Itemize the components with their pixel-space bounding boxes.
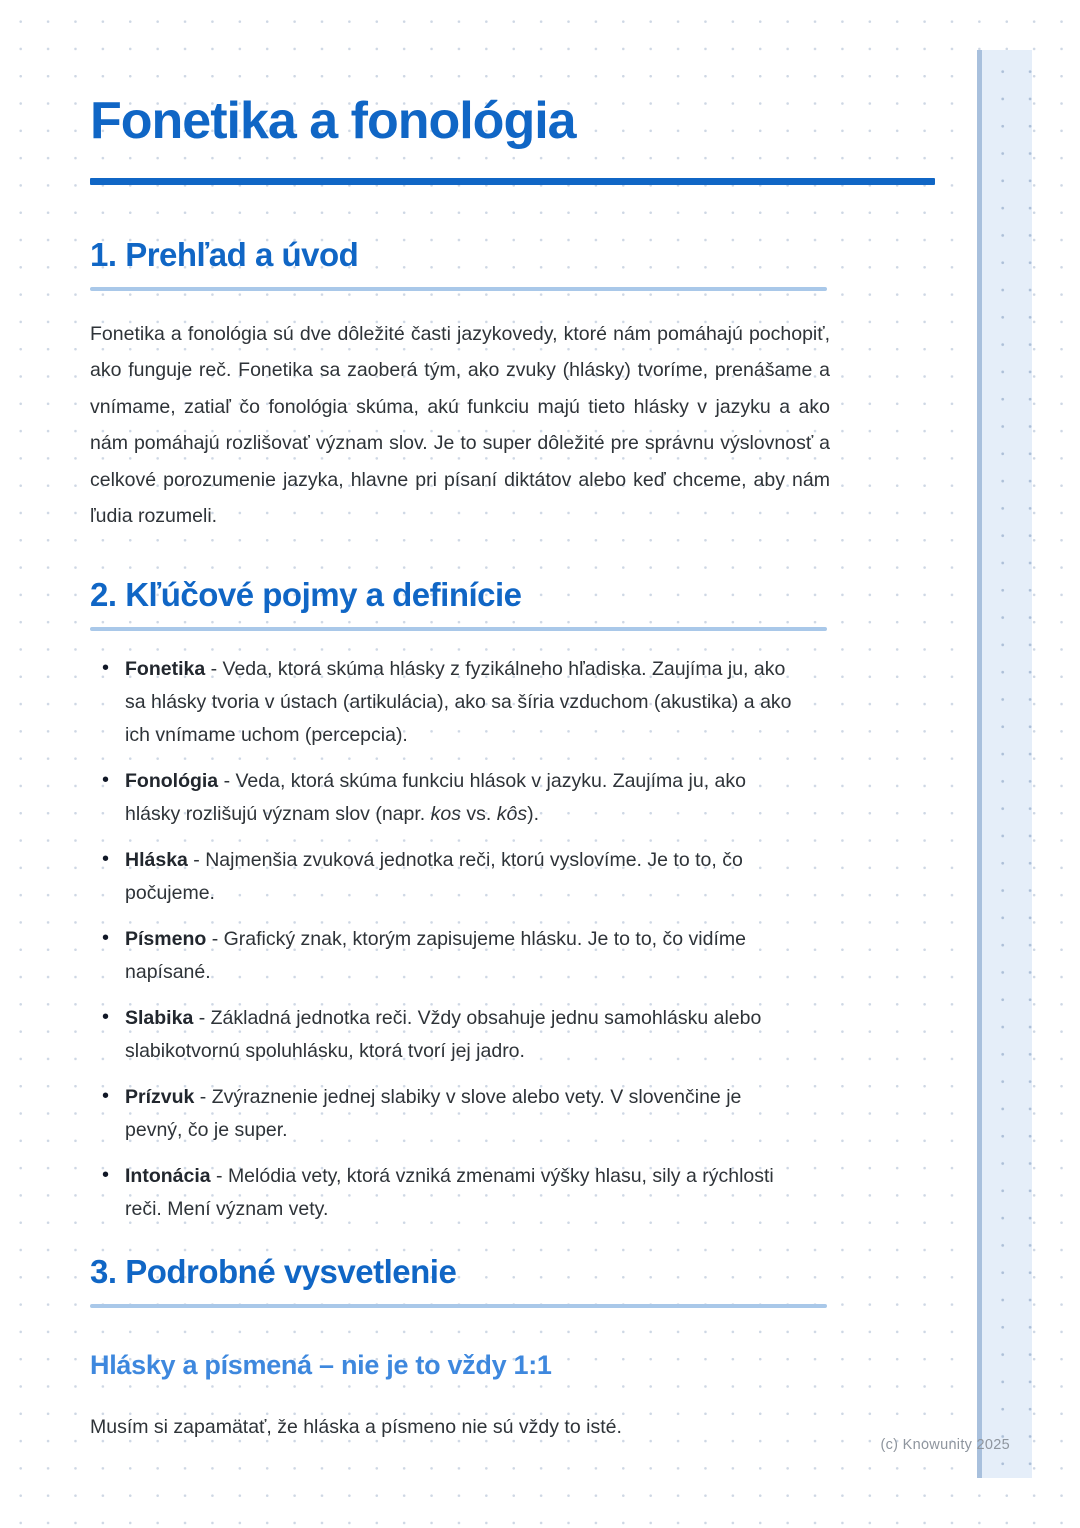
term-definition-text: - Veda, ktorá skúma funkciu hlások v jazyku. Zaujíma ju, ako hlásky rozlišujú význam slov (napr. (125, 769, 746, 825)
key-terms-list (90, 653, 802, 1226)
detail-note: Musím si zapamätať, že hláska a písmeno nie sú vždy to isté. (90, 1415, 622, 1438)
bullet-icon: • (102, 847, 110, 870)
term-item (90, 1160, 802, 1226)
term-label: Prízvuk (125, 1085, 195, 1108)
section-detail (90, 1251, 935, 1444)
term-item (90, 1002, 802, 1068)
term-item (90, 653, 802, 752)
term-label: Fonetika (125, 657, 206, 680)
section-key-terms-heading: 2. Kľúčové pojmy a definície (90, 576, 522, 613)
term-label: Fonológia (125, 769, 219, 792)
term-example-italic: kôs (496, 802, 528, 825)
term-item (90, 1081, 802, 1147)
title-divider (90, 178, 935, 185)
term-definition-text: - Grafický znak, ktorým zapisujeme hlásku. Je to to, čo vidíme napísané. (125, 927, 746, 983)
term-label: Hláska (125, 848, 188, 871)
term-item (90, 923, 802, 989)
copyright-credit: (c) Knowunity 2025 (880, 1437, 1010, 1453)
section-key-terms (90, 574, 935, 1239)
term-definition-text: - Základná jednotka reči. Vždy obsahuje jednu samohlásku alebo slabikotvornú spoluhlásku, ktorá tvorí jej jadro. (125, 1006, 762, 1062)
section-overview-divider (90, 287, 827, 291)
bullet-icon: • (102, 1163, 110, 1186)
term-definition-text: ). (527, 802, 540, 825)
term-definition-text: - Veda, ktorá skúma hlásky z fyzikálneho hľadiska. Zaujíma ju, ako sa hlásky tvoria v ústach (artikulácia), ako sa šíria vzduchom (akustika) a ako ich vnímame uchom (percepcia). (125, 657, 792, 746)
section-detail-divider (90, 1304, 827, 1308)
term-definition-text: vs. (460, 802, 497, 825)
term-label: Slabika (125, 1006, 194, 1029)
bullet-icon: • (102, 1084, 110, 1107)
section-key-terms-divider (90, 627, 827, 631)
bullet-icon: • (102, 656, 110, 679)
term-item (90, 765, 802, 831)
section-overview-heading: 1. Prehľad a úvod (90, 236, 359, 273)
term-definition-text: - Najmenšia zvuková jednotka reči, ktorú vyslovíme. Je to to, čo počujeme. (125, 848, 743, 904)
term-label: Písmeno (125, 927, 207, 950)
term-definition-text: - Zvýraznenie jednej slabiky v slove alebo vety. V slovenčine je pevný, čo je super. (125, 1085, 742, 1141)
bullet-icon: • (102, 926, 110, 949)
term-label: Intonácia (125, 1164, 211, 1187)
bullet-icon: • (102, 1005, 110, 1028)
right-margin-bar (977, 50, 1032, 1478)
detail-subheading: Hlásky a písmená – nie je to vždy 1:1 (90, 1349, 552, 1380)
overview-paragraph: Fonetika a fonológia sú dve dôležité časti jazykovedy, ktoré nám pomáhajú pochopiť, ako funguje reč. Fonetika sa zaoberá tým, ako zvuky (hlásky) tvoríme, prenášame a vnímame, zatiaľ čo fonológia skúma, akú funkciu majú tieto hlásky v jazyku a ako nám pomáhajú rozlišovať význam slov. Je to super dôležité pre správnu výslovnosť a celkové porozumenie jazyka, hlavne pri písaní diktátov alebo keď chceme, aby nám ľudia rozumeli. (90, 322, 830, 527)
term-example-italic: kos (430, 802, 461, 825)
page-title: Fonetika a fonológia (90, 92, 576, 150)
section-overview (90, 234, 935, 535)
bullet-icon: • (102, 768, 110, 791)
term-definition-text: - Melódia vety, ktorá vzniká zmenami výšky hlasu, sily a rýchlosti reči. Mení význam vety. (125, 1164, 774, 1220)
term-item (90, 844, 802, 910)
section-detail-heading: 3. Podrobné vysvetlenie (90, 1253, 457, 1290)
